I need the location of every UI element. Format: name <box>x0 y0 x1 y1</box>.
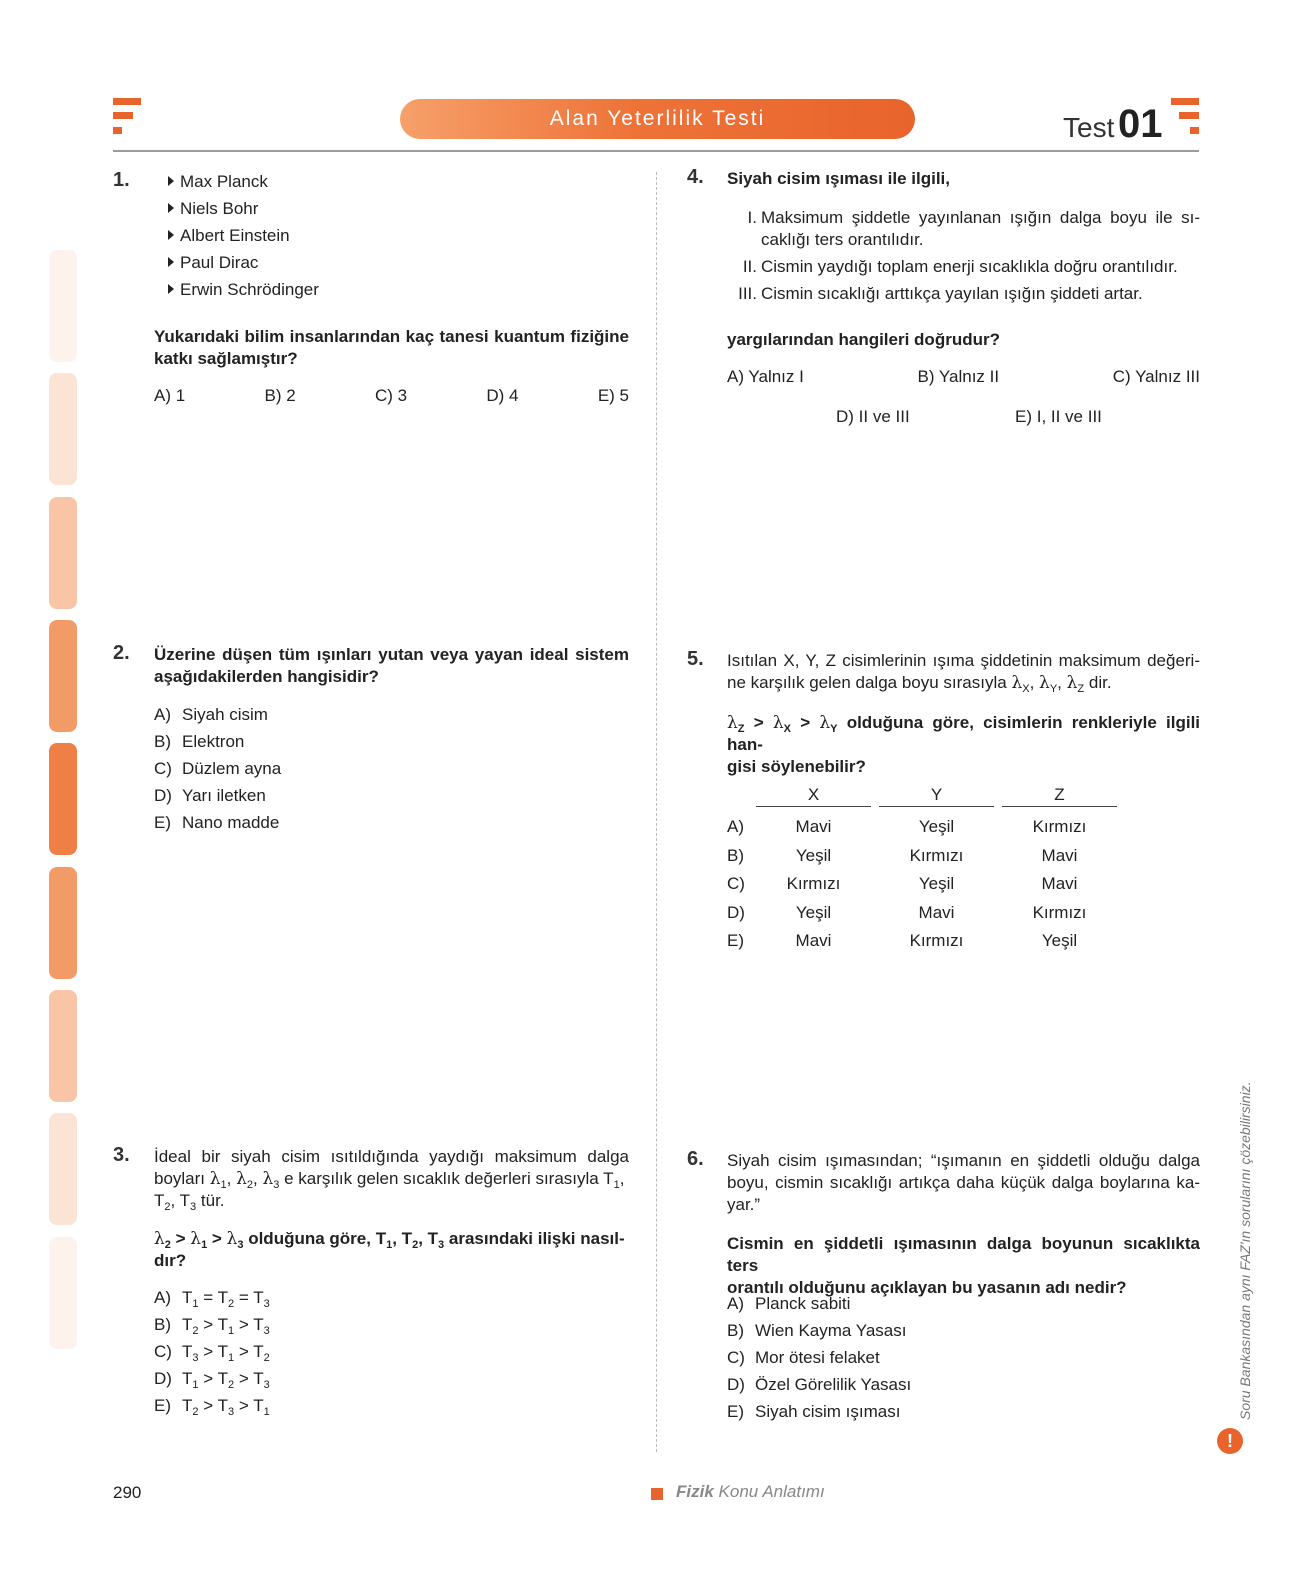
triangle-bullet-icon <box>168 230 174 240</box>
exclamation-icon: ! <box>1217 1428 1243 1454</box>
triangle-bullet-icon <box>168 176 174 186</box>
option-b[interactable]: B) Yalnız II <box>917 367 1000 386</box>
option-a[interactable]: A) 1 <box>154 386 186 405</box>
triangle-bullet-icon <box>168 257 174 267</box>
statement-2: II. Cismin yaydığı toplam enerji sıcaklıkla doğru orantılıdır. <box>742 257 1178 276</box>
table-cell: Kırmızı <box>1032 902 1087 922</box>
option-d[interactable]: D) <box>727 902 745 922</box>
table-cell: Mavi <box>795 931 832 950</box>
option-e[interactable]: E) $T_2 > T_3 > T_1$ <box>154 1396 270 1418</box>
question-2-text: Üzerine düşen tüm ışınları yutan veya yayan ideal sistem aşağıdakilerden hangisidir? <box>154 645 629 686</box>
question-3-intro: İdeal bir siyah cisim ısıtıldığında yaydığı maksimum dalga boyları $\lambda_1$, $\lambda_2$, $\lambda_3$ e karşılık gelen sıcaklık değerleri sırasıyla $T_1$, $T_2$, $T_3$ tür. <box>154 1147 629 1213</box>
column-header-y: Y <box>879 784 994 807</box>
question-3-text: $\lambda_2 > \lambda_1 > \lambda_3$ olduğuna göre, $T_1$, $T_2$, $T_3$ arasındaki ilişki nasıl- dır? <box>154 1229 625 1270</box>
table-cell: Mavi <box>918 902 955 922</box>
question-6-options <box>727 1293 911 1428</box>
list-item: Albert Einstein <box>168 225 319 252</box>
question-number-2: 2. <box>113 642 130 664</box>
header-rule <box>113 150 1199 152</box>
table-cell: Yeşil <box>795 902 832 922</box>
table-cell: Yeşil <box>918 874 955 893</box>
column-divider <box>656 172 657 1452</box>
statement-3: III. Cismin sıcaklığı arttıkça yayılan ışığın şiddeti artar. <box>738 284 1143 303</box>
column-header-z: Z <box>1002 784 1117 807</box>
option-c[interactable]: C) Düzlem ayna <box>154 759 282 778</box>
option-a[interactable]: A) $T_1 = T_2 = T_3$ <box>154 1288 270 1310</box>
option-c[interactable]: C) Mor ötesi felaket <box>727 1348 880 1367</box>
section-title: Alan Yeterlilik Testi <box>400 99 915 139</box>
table-cell: Yeşil <box>918 817 955 836</box>
list-item: Erwin Schrödinger <box>168 279 319 306</box>
table-cell: Yeşil <box>1041 931 1078 950</box>
option-a[interactable]: A) Planck sabiti <box>727 1294 851 1313</box>
table-cell: Kırmızı <box>1032 817 1087 836</box>
option-e[interactable]: E) <box>727 931 744 950</box>
option-d[interactable]: D) Özel Görelilik Yasası <box>727 1375 912 1394</box>
option-d[interactable]: D) Yarı iletken <box>154 786 266 805</box>
question-number-5: 5. <box>687 648 704 670</box>
table-cell: Mavi <box>1041 845 1078 865</box>
option-c[interactable]: C) $T_3 > T_1 > T_2$ <box>154 1342 270 1364</box>
option-e[interactable]: E) I, II ve III <box>1015 407 1102 426</box>
question-1-text: Yukarıdaki bilim insanlarından kaç tanesi kuantum fiziğine katkı sağlamıştır? <box>154 327 629 368</box>
list-item: Max Planck <box>168 171 319 198</box>
question-6-text: Cismin en şiddetli ışımasının dalga boyunun sıcaklıkta ters orantılı olduğunu açıklayan bu yasanın adı nedir? <box>727 1234 1200 1297</box>
table-cell: Mavi <box>1041 874 1078 893</box>
question-4-options-row1 <box>727 367 1200 387</box>
question-number-1: 1. <box>113 169 130 191</box>
option-d[interactable]: D) $T_1 > T_2 > T_3$ <box>154 1369 270 1391</box>
option-a[interactable]: A) <box>727 817 744 836</box>
question-6-intro: Siyah cisim ışımasından; “ışımanın en şiddetli olduğu dalga boyu, cismin sıcaklığı artıkça daha küçük dalga boylarına ka- yar.” <box>727 1151 1200 1214</box>
scientist-list <box>168 171 319 306</box>
table-cell: Mavi <box>795 817 832 836</box>
option-d[interactable]: D) 4 <box>486 386 519 405</box>
list-item: Paul Dirac <box>168 252 319 279</box>
column-header-x: X <box>756 784 871 807</box>
statement-1: I. Maksimum şiddetle yayınlanan ışığın dalga boyu ile sı- caklığı ters orantılıdır. <box>747 208 1200 249</box>
option-a[interactable]: A) Siyah cisim <box>154 705 268 724</box>
test-number: 01 <box>1118 102 1163 146</box>
question-5-text: $\lambda_Z > \lambda_X > \lambda_Y$ olduğuna göre, cisimlerin renkleriyle ilgili han- gisi söylenebilir? <box>727 713 1201 776</box>
question-2-options <box>154 704 281 839</box>
page-number: 290 <box>113 1483 142 1502</box>
question-4-statements <box>727 207 1200 305</box>
option-c[interactable]: C) <box>727 874 745 893</box>
option-e[interactable]: E) Nano madde <box>154 813 280 832</box>
question-4-stem: Siyah cisim ışıması ile ilgili, <box>727 169 950 188</box>
option-d[interactable]: D) II ve III <box>836 407 910 426</box>
option-c[interactable]: C) 3 <box>374 386 408 405</box>
table-cell: Kırmızı <box>909 845 964 865</box>
option-a[interactable]: A) Yalnız I <box>727 367 804 386</box>
question-number-6: 6. <box>687 1148 704 1170</box>
table-cell: Kırmızı <box>909 931 964 950</box>
question-4-text: yargılarından hangileri doğrudur? <box>727 330 1000 349</box>
table-cell: Kırmızı <box>786 874 841 893</box>
list-item: Niels Bohr <box>168 198 319 225</box>
option-e[interactable]: E) 5 <box>597 386 629 405</box>
book-title: Fizik Konu Anlatımı <box>676 1482 825 1501</box>
question-5-intro: Isıtılan X, Y, Z cisimlerinin ışıma şiddetinin maksimum değeri- ne karşılık gelen dalga boyu sırasıyla $\lambda_X$, $\lambda_Y$, $\lambda_Z$ dir. <box>727 651 1200 695</box>
square-bullet-icon <box>651 1488 663 1500</box>
question-number-3: 3. <box>113 1144 130 1166</box>
option-b[interactable]: B) <box>727 845 744 865</box>
question-3-options <box>154 1287 270 1422</box>
option-e[interactable]: E) Siyah cisim ışıması <box>727 1402 901 1421</box>
triangle-bullet-icon <box>168 203 174 213</box>
triangle-bullet-icon <box>168 284 174 294</box>
side-note: Soru Bankasından aynı FAZ'ın sorularını çözebilirsiniz. <box>1237 1081 1253 1420</box>
question-number-4: 4. <box>687 166 704 188</box>
question-1-options <box>154 386 629 406</box>
option-c[interactable]: C) Yalnız III <box>1112 367 1200 386</box>
option-b[interactable]: B) Wien Kayma Yasası <box>727 1321 907 1340</box>
option-b[interactable]: B) 2 <box>264 386 296 405</box>
table-cell: Yeşil <box>795 845 832 865</box>
test-label: Test <box>1063 112 1115 143</box>
option-b[interactable]: B) Elektron <box>154 732 245 751</box>
option-b[interactable]: B) $T_2 > T_1 > T_3$ <box>154 1315 270 1337</box>
